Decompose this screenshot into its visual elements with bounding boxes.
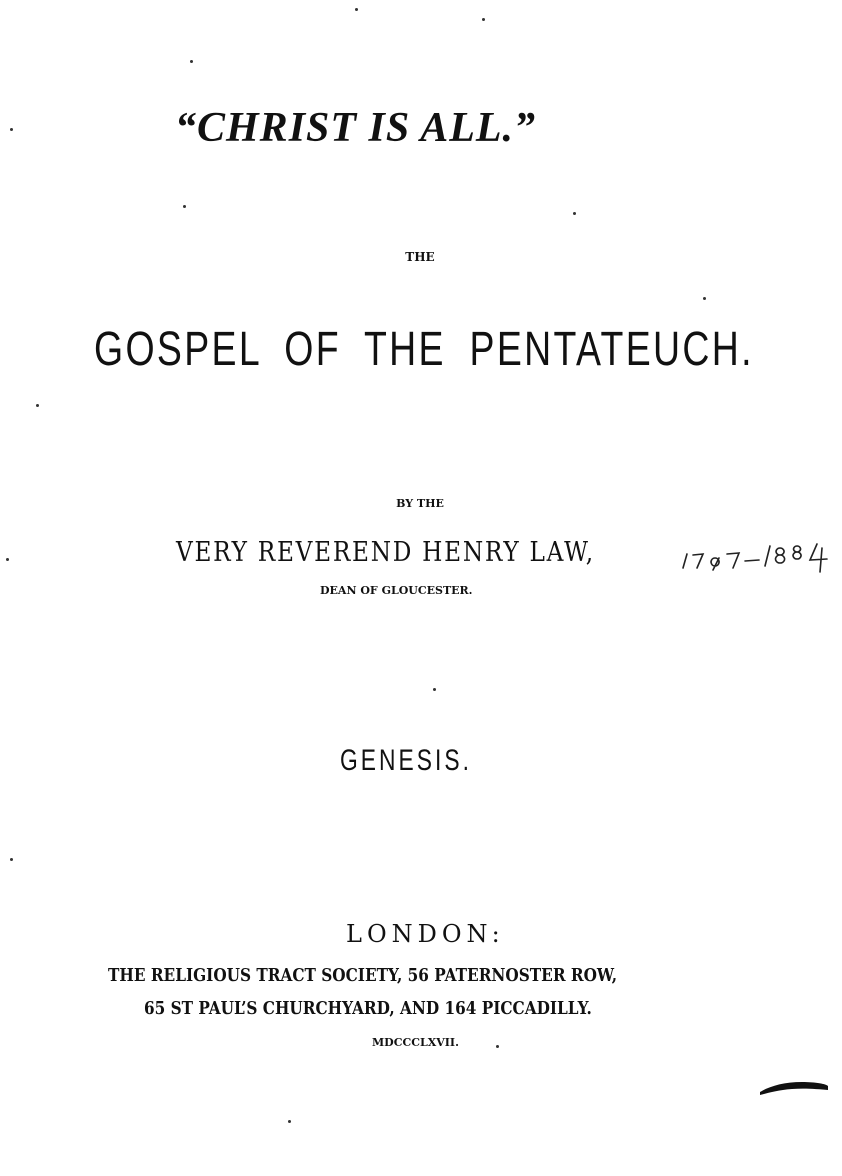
scan-speck xyxy=(36,404,39,407)
scan-speck xyxy=(6,558,9,561)
the-label: THE xyxy=(405,250,435,264)
imprint-city: LONDON: xyxy=(346,920,505,948)
scan-speck xyxy=(355,8,358,11)
main-title: GOSPEL OF THE PENTATEUCH. xyxy=(94,323,754,376)
imprint-publisher-line-1: THE RELIGIOUS TRACT SOCIETY, 56 PATERNOSTER ROW, xyxy=(108,965,618,986)
imprint-publisher-line-2: 65 ST PAUL’S CHURCHYARD, AND 164 PICCADILLY. xyxy=(144,998,592,1019)
scan-speck xyxy=(573,212,576,215)
volume-title: GENESIS. xyxy=(340,744,473,777)
scan-speck xyxy=(288,1120,291,1123)
scan-speck xyxy=(482,18,485,21)
ink-smudge xyxy=(758,1078,830,1096)
author-title: DEAN OF GLOUCESTER. xyxy=(320,584,473,597)
book-title: “CHRIST IS ALL.” xyxy=(175,105,537,151)
scan-speck xyxy=(433,688,436,691)
scan-speck xyxy=(10,128,13,131)
scan-speck xyxy=(10,858,13,861)
scan-speck xyxy=(190,60,193,63)
scan-speck xyxy=(703,297,706,300)
scan-speck xyxy=(496,1045,499,1048)
handwritten-dates-annotation xyxy=(677,540,842,580)
author-name: VERY REVEREND HENRY LAW, xyxy=(176,537,595,568)
by-the-label: BY THE xyxy=(396,497,444,510)
scan-speck xyxy=(183,205,186,208)
imprint-year: MDCCCLXVII. xyxy=(372,1036,459,1049)
